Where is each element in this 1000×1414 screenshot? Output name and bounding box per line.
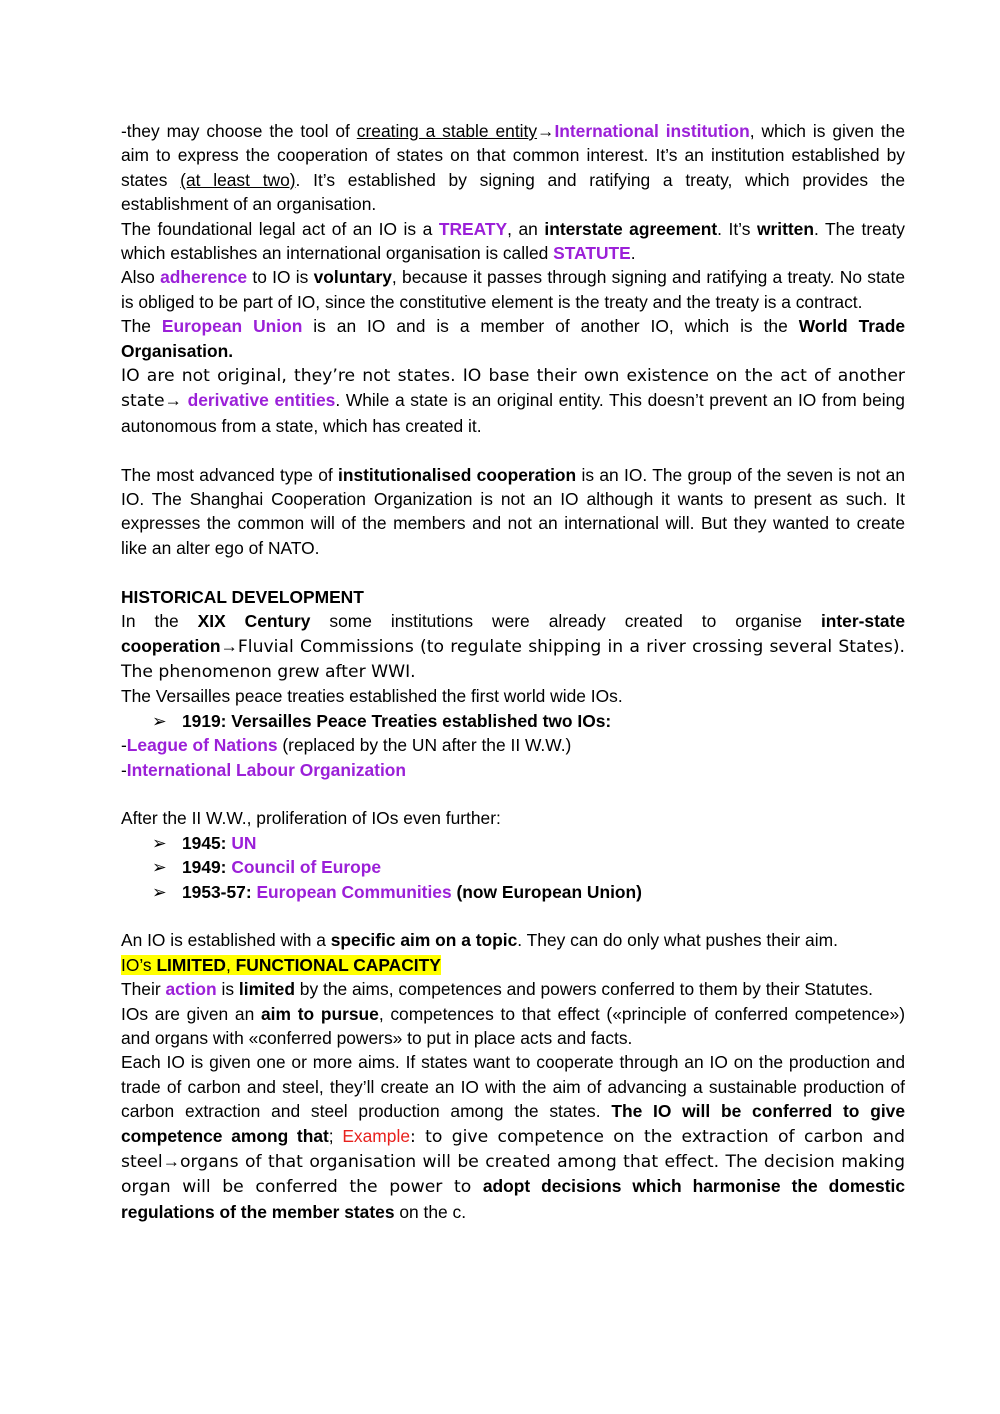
paragraph-versailles: The Versailles peace treaties established the first world wide IOs.	[121, 686, 623, 707]
arrowhead-bullet-icon: ➢	[152, 710, 167, 731]
paragraph-international-institution: -they may choose the tool of creating a stable entity→International institution, which is given the aim to express the cooperation of states on that common interest. It’s an institution established by states (at least two). It’s established by signing and ratifying a treaty, which provides the establishment of an organisation.	[121, 121, 905, 215]
keyword-european-union: European Union	[161, 316, 303, 337]
bullet-item: ➢ 1953-57: European Communities (now European Union)	[121, 880, 905, 904]
paragraph-adherence: Also adherence to IO is voluntary, because it passes through signing and ratifying a treaty. No state is obliged to be part of IO, since the constitutive element is the treaty and the treaty is a contract.	[121, 267, 905, 312]
paragraph-carbon-steel: Each IO is given one or more aims. If states want to cooperate through an IO on the production and trade of carbon and steel, they’ll create an IO with the aim of advancing a sustainable production of carbon extraction and steel production among the states. The IO will be conferred to give competence among that; Example: to give competence on the extraction of carbon and steel→organs of that organisation will be created among that effect. The decision making organ will be conferred the power to adopt decisions which harmonise the domestic regulations of the member states on the c.	[121, 1052, 905, 1222]
keyword-league-of-nations: League of Nations	[126, 735, 278, 756]
paragraph-xix-century: In the XIX Century some institutions were already created to organise inter-state cooperation→Fluvial Commissions (to regulate shipping in a river crossing several States). The phenomenon grew after WWI.	[121, 611, 906, 682]
arrow-icon: →	[164, 390, 182, 411]
highlighted-heading	[121, 953, 905, 977]
keyword-european-communities: European Communities	[256, 881, 452, 902]
keyword-ilo: International Labour Organization	[126, 759, 407, 780]
keyword-statute: STATUTE	[553, 243, 631, 264]
document-page	[121, 119, 905, 1224]
keyword-adherence: adherence	[160, 267, 248, 288]
paragraph-institutionalised-cooperation: The most advanced type of institutionalised cooperation is an IO. The group of the seven is not an IO. The Shanghai Cooperation Organization is not an IO although it wants to present as such. It expresses the common will of the members and not an international will. But they wanted to create like an alter ego of NATO.	[121, 464, 906, 558]
underlined-text: creating a stable entity	[356, 121, 538, 141]
highlight-mark: IO’s LIMITED, FUNCTIONAL CAPACITY	[121, 954, 441, 975]
underlined-text: (at least two)	[180, 169, 296, 190]
arrowhead-bullet-icon: ➢	[152, 832, 167, 853]
bullet-item: ➢ 1919: Versailles Peace Treaties established two IOs:	[121, 709, 905, 733]
keyword-derivative-entities: derivative entities	[181, 390, 336, 411]
paragraph-derivative-entities: IO are not original, they’re not states. IO base their own existence on the act of another state→ derivative entities. While a state is an original entity. This doesn’t prevent an IO from being autonomous from a state, which has created it.	[121, 366, 905, 436]
keyword-un: UN	[231, 832, 257, 853]
example-label: Example	[342, 1125, 410, 1146]
paragraph-specific-aim: An IO is established with a specific aim on a topic. They can do only what pushes their aim.	[121, 930, 838, 951]
paragraph-treaty: The foundational legal act of an IO is a TREATY, an interstate agreement. It’s written. The treaty which establishes an international organisation is called STATUTE.	[121, 218, 905, 264]
arrow-icon: →	[162, 1151, 181, 1171]
paragraph-european-union: The European Union is an IO and is a member of another IO, which is the World Trade Organisation.	[121, 316, 905, 361]
blank-line	[121, 438, 905, 462]
arrowhead-bullet-icon: ➢	[152, 857, 167, 878]
keyword-action: action	[165, 979, 217, 1000]
bullet-item: ➢ 1949: Council of Europe	[121, 855, 905, 879]
section-heading: HISTORICAL DEVELOPMENT	[121, 586, 364, 607]
keyword-international-institution: International institution	[554, 121, 750, 141]
arrowhead-bullet-icon: ➢	[152, 881, 167, 902]
blank-line	[121, 560, 905, 584]
paragraph-aim-to-pursue: IOs are given an aim to pursue, competences to that effect («principle of conferred competence») and organs with «conferred powers» to put in place acts and facts.	[121, 1003, 905, 1048]
arrow-icon: →	[537, 121, 555, 141]
arrow-icon: →	[220, 635, 238, 656]
keyword-treaty: TREATY	[438, 218, 508, 239]
keyword-council-of-europe: Council of Europe	[231, 857, 382, 878]
blank-line	[121, 904, 905, 928]
paragraph-proliferation: After the II W.W., proliferation of IOs even further:	[121, 808, 501, 829]
blank-line	[121, 782, 905, 806]
dash-item-league-of-nations: -League of Nations (replaced by the UN after the II W.W.)	[121, 735, 572, 756]
paragraph-action-limited: Their action is limited by the aims, competences and powers conferred to them by their Statutes.	[121, 979, 874, 1000]
bullet-item: ➢ 1945: UN	[121, 831, 905, 855]
dash-item-ilo: -International Labour Organization	[121, 759, 407, 780]
